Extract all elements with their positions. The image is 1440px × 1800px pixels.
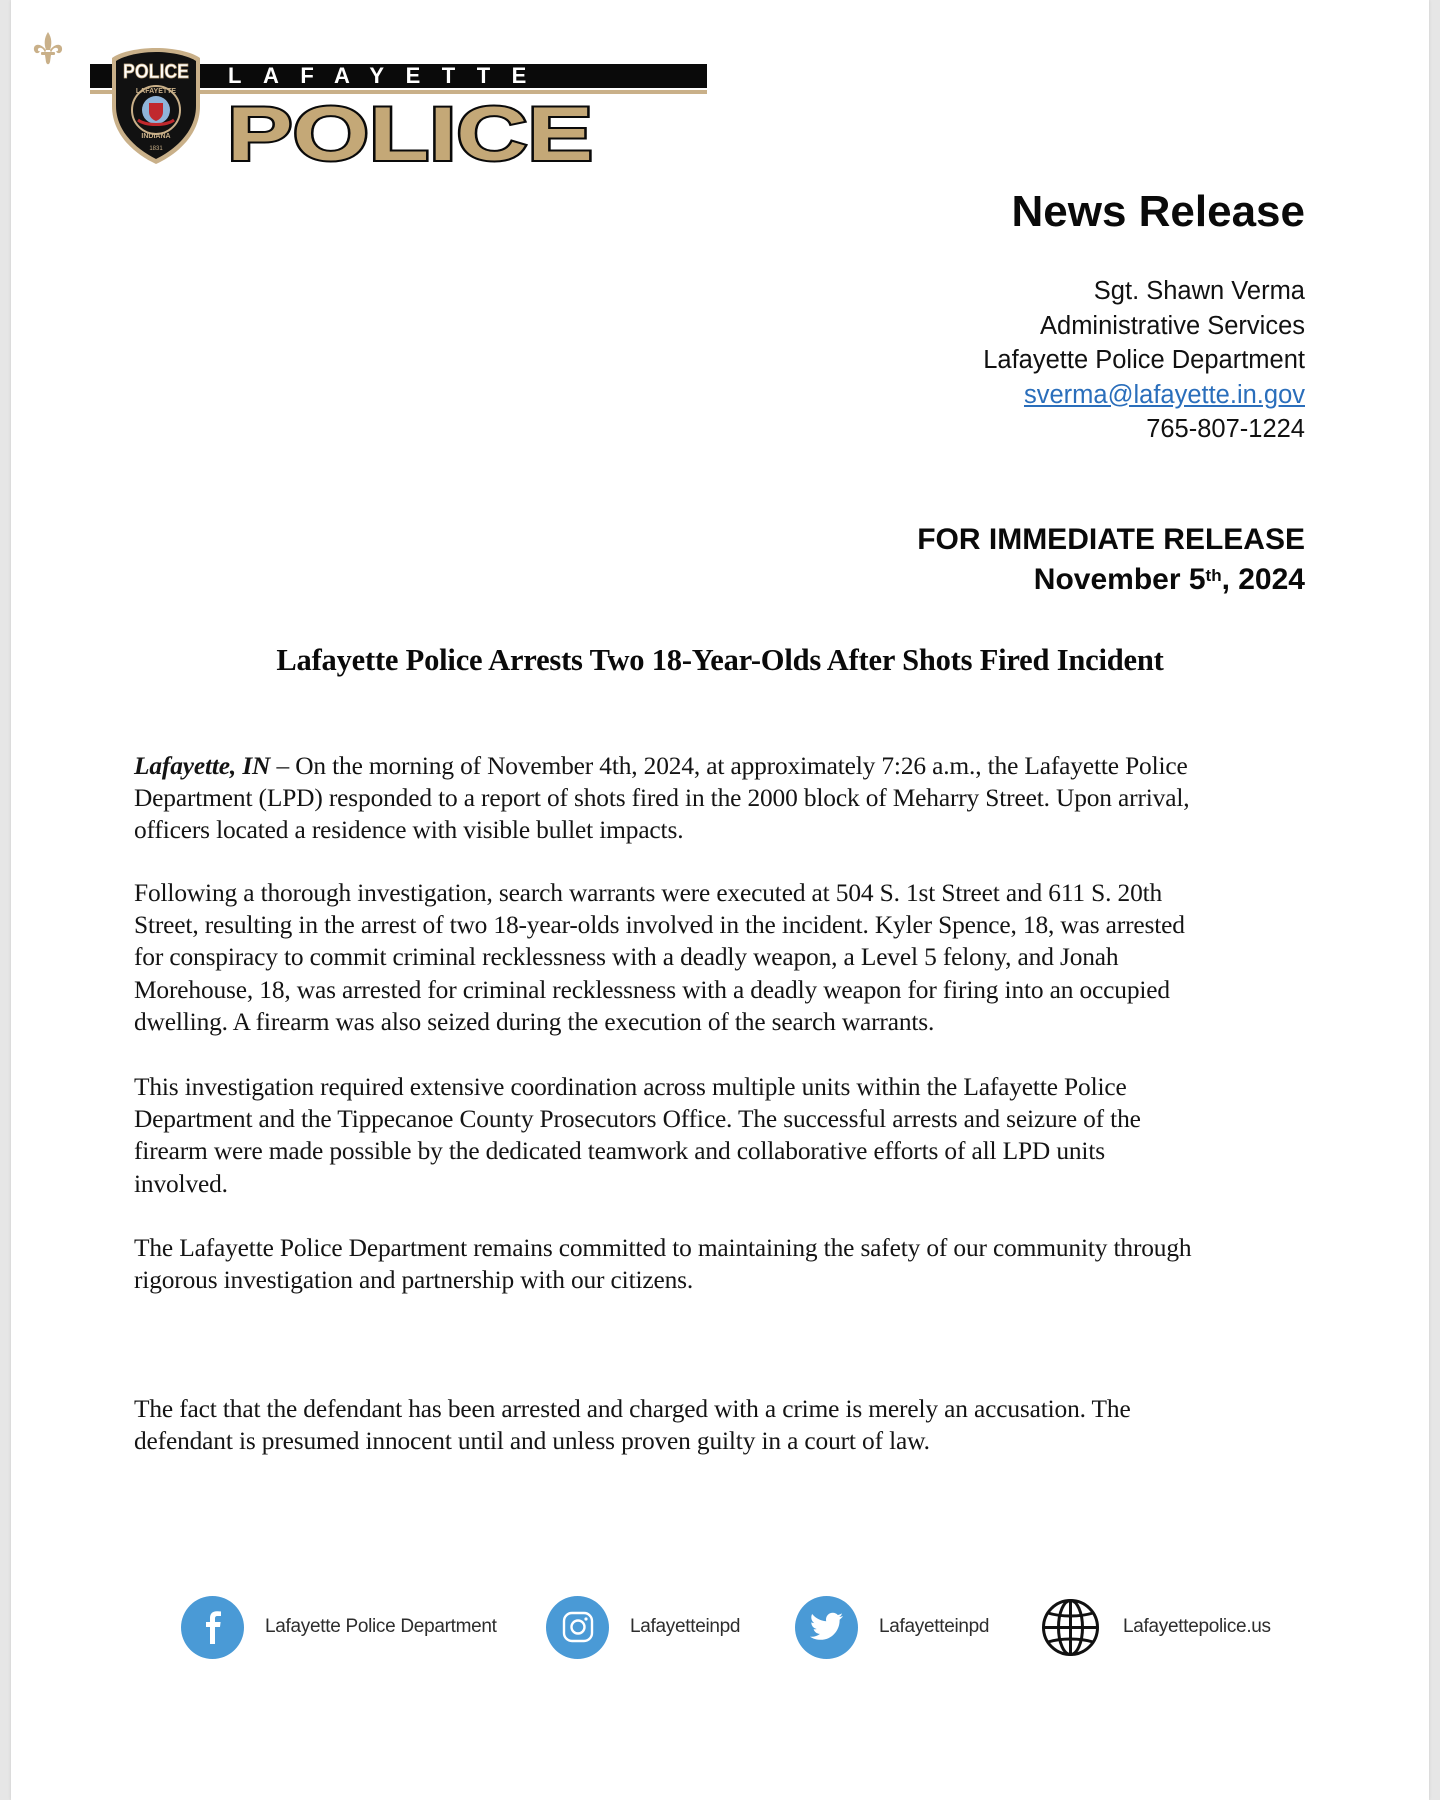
paragraph-line: This investigation required extensive coordination across multiple units within the Lafayette Police (134, 1073, 1127, 1101)
paragraph-3 (134, 1071, 1334, 1200)
dateline: Lafayette, IN (134, 752, 271, 780)
paragraph-line: defendant is presumed innocent until and unless proven guilty in a court of law. (134, 1427, 930, 1456)
release-date-year: , 2024 (1221, 563, 1305, 596)
facebook-label: Lafayette Police Department (265, 1616, 497, 1637)
disclaimer-paragraph (134, 1393, 1334, 1457)
news-release-title: News Release (1011, 187, 1305, 236)
facebook-icon (181, 1596, 244, 1659)
logo-lafayette-text: LAFAYETTE (228, 63, 548, 88)
line-text: – On the morning of November 4th, 2024, at approximately 7:26 a.m., the Lafayette Police (270, 752, 1188, 780)
paragraph-line: Morehouse, 18, was arrested for criminal recklessness with a deadly weapon for firing into an occupied (134, 975, 1170, 1004)
contact-block (983, 274, 1305, 447)
paragraph-line: involved. (134, 1169, 228, 1198)
release-date-month: November 5 (1033, 563, 1206, 596)
release-date (917, 560, 1305, 600)
website-label: Lafayettepolice.us (1123, 1616, 1271, 1637)
paragraph-line: The Lafayette Police Department remains committed to maintaining the safety of our community through (134, 1234, 1192, 1262)
social-instagram-link[interactable] (546, 1595, 740, 1659)
contact-email-link[interactable]: sverma@lafayette.in.gov (1023, 380, 1305, 409)
article-headline: Lafayette Police Arrests Two 18-Year-Olds After Shots Fired Incident (276, 643, 1164, 677)
contact-division: Administrative Services (1040, 311, 1305, 340)
fleur-de-lis-icon (30, 30, 66, 74)
paragraph-line: Following a thorough investigation, search warrants were executed at 504 S. 1st Street and 611 S. 20th (134, 879, 1163, 907)
release-block (917, 520, 1305, 600)
logo-police-text: POLICE (227, 96, 593, 168)
paragraph-line (134, 750, 1334, 782)
social-facebook-link[interactable] (181, 1595, 497, 1659)
globe-icon (1039, 1596, 1102, 1659)
release-label: FOR IMMEDIATE RELEASE (917, 523, 1305, 556)
paragraph-line: officers located a residence with visible bullet impacts. (134, 816, 684, 845)
paragraph-line: Department and the Tippecanoe County Prosecutors Office. The successful arrests and seizure of the (134, 1105, 1141, 1134)
contact-phone: 765-807-1224 (1146, 415, 1305, 443)
badge-lafayette-text: LAFAYETTE (135, 88, 177, 95)
release-date-suffix: th (1205, 566, 1222, 585)
document-page (11, 0, 1429, 1800)
paragraph-line: The fact that the defendant has been arrested and charged with a crime is merely an accusation. The (134, 1395, 1131, 1423)
paragraph-4 (134, 1232, 1334, 1296)
police-badge-logo (108, 46, 204, 166)
logo-police-wordmark (221, 96, 601, 168)
instagram-label: Lafayetteinpd (630, 1616, 741, 1637)
paragraph-line: firearm were made possible by the dedicated teamwork and collaborative efforts of all LPD units (134, 1137, 1105, 1166)
twitter-icon (795, 1596, 858, 1659)
twitter-label: Lafayetteinpd (879, 1616, 990, 1637)
paragraph-line: rigorous investigation and partnership with our citizens. (134, 1266, 694, 1295)
paragraph-line: Street, resulting in the arrest of two 18-year-olds involved in the incident. Kyler Spence, 18, was arrested (134, 911, 1185, 940)
paragraph-line: for conspiracy to commit criminal recklessness with a deadly weapon, a Level 5 felony, and Jonah (134, 943, 1119, 972)
badge-year-text: 1831 (149, 146, 163, 152)
paragraph-line: dwelling. A firearm was also seized during the execution of the search warrants. (134, 1007, 935, 1036)
social-twitter-link[interactable] (795, 1595, 989, 1659)
badge-indiana-text: INDIANA (141, 133, 171, 140)
instagram-icon (546, 1596, 609, 1659)
social-website-link[interactable] (1039, 1595, 1271, 1659)
paragraph-2 (134, 877, 1334, 1038)
paragraph-1 (134, 750, 1334, 847)
contact-name: Sgt. Shawn Verma (1093, 277, 1305, 305)
contact-department: Lafayette Police Department (983, 346, 1305, 374)
badge-police-text: POLICE (123, 61, 189, 83)
paragraph-line: Department (LPD) responded to a report of shots fired in the 2000 block of Meharry Street. Upon arrival, (134, 784, 1190, 813)
